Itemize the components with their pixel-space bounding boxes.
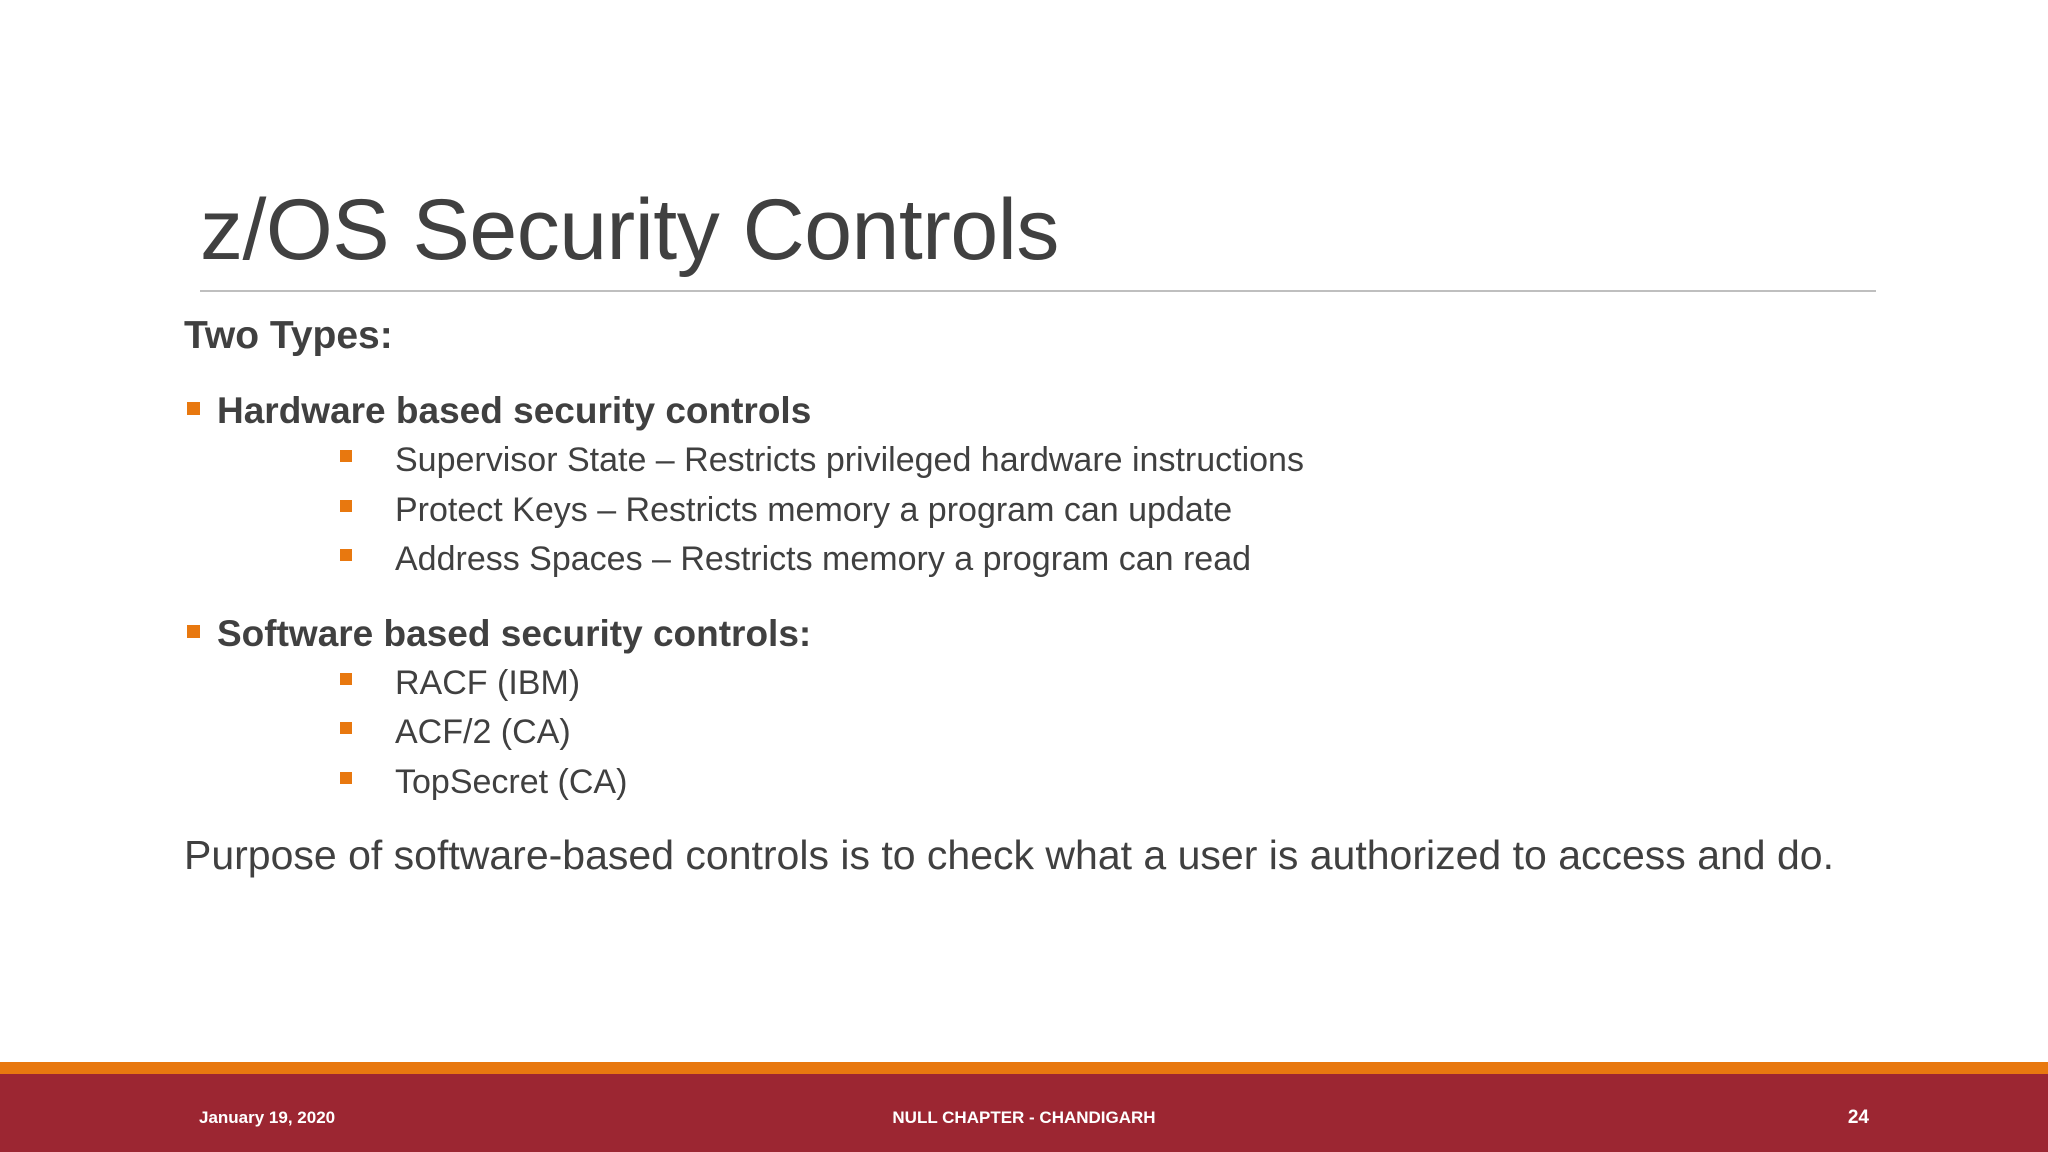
section-label: Software based security controls:: [217, 612, 812, 654]
page-number: 24: [1847, 1107, 1869, 1128]
list-item-text: Protect Keys – Restricts memory a program can update: [395, 490, 1233, 529]
square-bullet-icon: [187, 402, 200, 415]
section-label: Hardware based security controls: [217, 390, 812, 431]
footer-date: January 19, 2020: [199, 1108, 336, 1127]
square-bullet-icon: [340, 772, 352, 784]
list-item-text: TopSecret (CA): [395, 762, 628, 801]
section-software: [184, 609, 1884, 808]
list-item: [217, 758, 1884, 808]
slide-title: z/OS Security Controls: [200, 182, 1059, 278]
title-divider: [200, 290, 1876, 292]
square-bullet-icon: [340, 722, 352, 734]
list-item: [217, 659, 1884, 709]
list-item: [217, 486, 1884, 536]
slide-footer: [0, 1062, 2048, 1152]
section-list: [184, 386, 1884, 807]
list-item: [217, 436, 1884, 486]
list-item-text: Address Spaces – Restricts memory a program can read: [395, 540, 1252, 578]
purpose-statement: Purpose of software-based controls is to check what a user is authorized to access and do.: [184, 832, 1834, 878]
footer-accent-stripe: [0, 1062, 2048, 1074]
slide-body: [184, 308, 1884, 919]
list-item: [217, 708, 1884, 758]
list-item: [217, 535, 1884, 585]
square-bullet-icon: [340, 673, 352, 685]
square-bullet-icon: [340, 450, 352, 462]
square-bullet-icon: [340, 549, 352, 561]
section-hardware: [184, 386, 1884, 585]
square-bullet-icon: [187, 625, 200, 638]
list-item-text: Supervisor State – Restricts privileged hardware instructions: [395, 441, 1304, 479]
square-bullet-icon: [340, 500, 352, 512]
types-heading: Two Types:: [184, 314, 393, 357]
software-sub-list: [217, 659, 1884, 808]
footer-chapter-name: NULL CHAPTER - CHANDIGARH: [892, 1108, 1156, 1127]
list-item-text: ACF/2 (CA): [395, 713, 571, 751]
list-item-text: RACF (IBM): [395, 663, 581, 702]
hardware-sub-list: [217, 436, 1884, 585]
